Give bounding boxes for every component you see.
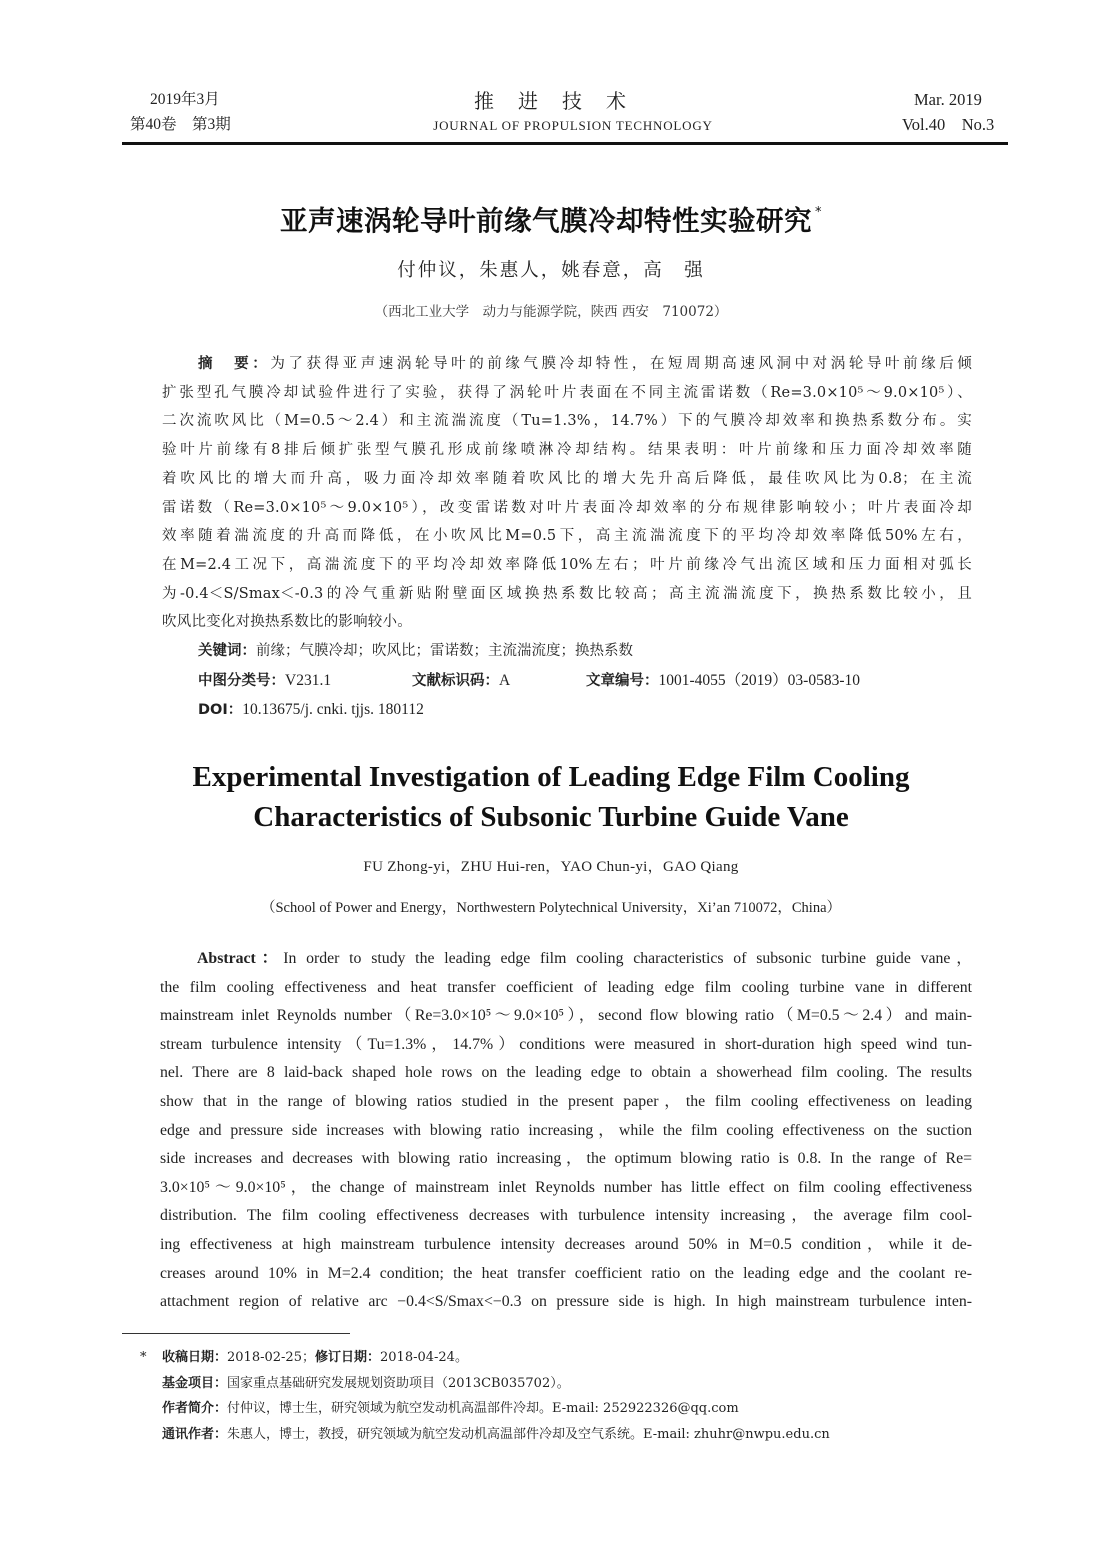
revised-label: 修订日期：	[314, 1350, 380, 1365]
cn-title: 亚声速涡轮导叶前缘气膜冷却特性实验研究 *	[280, 205, 822, 237]
articleno-value: 1001-4055（2019）03-0583-10	[658, 672, 860, 689]
doi-value: 10.13675/j. cnki. tjjs. 180112	[242, 701, 424, 718]
en-abstract-line: stream turbulence intensity（Tu=1.3%，14.7%）conditions were measured in short-duration high speed wind tun-	[160, 1035, 972, 1053]
cn-abstract-label: 摘 要：	[198, 356, 271, 372]
en-abstract-line: creases around 10% in M=2.4 condition; the heat transfer coefficient ratio on the leading edge and the coolant re-	[160, 1264, 972, 1282]
footnote-rule	[122, 1333, 350, 1334]
en-title-line: Characteristics of Subsonic Turbine Guide Vane	[253, 801, 849, 833]
en-abstract-line: distribution. The film cooling effectiveness decreases with turbulence intensity increasing，the average film cool-	[160, 1207, 972, 1225]
en-abstract-line: Abstract：In order to study the leading edge film cooling characteristics of subsonic turbine guide vane，	[197, 950, 972, 967]
cn-doi	[198, 695, 424, 725]
doi-label: DOI：	[198, 702, 243, 718]
clc-label: 中图分类号：	[198, 673, 285, 689]
cn-abstract-line: 雷诺数（Re=3.0×10⁵～9.0×10⁵），改变雷诺数对叶片表面冷却效率的分布规律影响较小；叶片表面冷却	[162, 499, 972, 516]
cn-affiliation: （西北工业大学 动力与能源学院，陕西 西安 710072）	[374, 304, 728, 320]
cn-abstract-line: 摘 要：为了获得亚声速涡轮导叶的前缘气膜冷却特性，在短周期高速风洞中对涡轮导叶前缘后倾	[198, 356, 973, 372]
footnote-fund	[140, 1371, 830, 1397]
corr-text: 朱惠人，博士，教授，研究领域为航空发动机高温部件冷却及空气系统。E-mail: zhuhr@nwpu.edu.cn	[227, 1426, 830, 1442]
cn-doc-code	[412, 666, 510, 696]
clc-value: V231.1	[285, 672, 332, 689]
doccode-label: 文献标识码：	[412, 673, 499, 689]
en-title-line: Experimental Investigation of Leading Edge Film Cooling	[192, 761, 910, 793]
header-volume-en: Vol.40 No.3	[902, 115, 995, 134]
revised-date: 2018-04-24。	[380, 1350, 468, 1365]
fund-text: 国家重点基础研究发展规划资助项目（2013CB035702）。	[227, 1375, 570, 1391]
en-abstract-line: ing effectiveness at high mainstream turbulence intensity decreases around 50% in M=0.5 condition，while it de-	[160, 1235, 972, 1253]
en-abstract	[160, 945, 972, 1317]
fund-label: 基金项目：	[162, 1375, 228, 1391]
header-volume-cn: 第40卷 第3期	[130, 116, 231, 133]
footnote-dates	[140, 1345, 830, 1371]
en-affiliation: （School of Power and Energy，Northwestern Polytechnical University，Xi’an 710072，China）	[260, 900, 842, 916]
footnote-author	[140, 1396, 830, 1422]
author-text: 付仲议，博士生，研究领域为航空发动机高温部件冷却。E-mail: 252922326@qq.com	[227, 1401, 739, 1416]
en-abstract-line: the film cooling effectiveness and heat transfer coefficient of leading edge film cooling turbine vane in different	[160, 978, 972, 996]
en-abstract-line: 3.0×10⁵～9.0×10⁵，the change of mainstream inlet Reynolds number has little effect on film cooling effectiveness	[160, 1178, 972, 1196]
cn-classification	[198, 666, 331, 696]
cn-authors: 付仲议，朱惠人，姚春意，高 强	[397, 260, 705, 281]
title-footnote-mark: *	[815, 205, 822, 220]
journal-name-cn: 推 进 技 术	[474, 89, 628, 113]
footnote-star: *	[140, 1350, 147, 1365]
header-date-en: Mar. 2019	[914, 90, 982, 109]
cn-abstract-line: 吹风比变化对换热系数比的影响较小。	[162, 614, 412, 631]
author-label: 作者简介：	[162, 1401, 228, 1416]
cn-abstract-line: 验叶片前缘有8排后倾扩张型气膜孔形成前缘喷淋冷却结构。结果表明：叶片前缘和压力面冷却效率随	[162, 442, 972, 459]
received-date: 2018-02-25；	[227, 1350, 315, 1365]
footnotes	[140, 1345, 830, 1447]
corr-label: 通讯作者：	[162, 1426, 228, 1442]
received-label: 收稿日期：	[162, 1350, 228, 1365]
en-abstract-line: side increases and decreases with blowing ratio increasing，the optimum blowing ratio is 0.8. In the range of Re=	[160, 1150, 972, 1168]
header-rule	[122, 142, 1008, 145]
cn-article-no	[586, 666, 860, 696]
en-abstract-line: nel. There are 8 laid-back shaped hole rows on the leading edge to obtain a showerhead film cooling. The results	[160, 1064, 972, 1082]
en-abstract-line: mainstream inlet Reynolds number（Re=3.0×10⁵～9.0×10⁵），second flow blowing ratio（M=0.5～2.4）and main-	[160, 1007, 972, 1025]
cn-abstract-line: 二次流吹风比（M=0.5～2.4）和主流湍流度（Tu=1.3%，14.7%）下的气膜冷却效率和换热系数分布。实	[162, 413, 972, 430]
cn-abstract-line: 在M=2.4工况下，高湍流度下的平均冷却效率降低10%左右；叶片前缘冷气出流区域和压力面相对弧长	[162, 556, 972, 573]
cn-abstract-line: 扩张型孔气膜冷却试验件进行了实验，获得了涡轮叶片表面在不同主流雷诺数（Re=3.0×10⁵～9.0×10⁵）、	[162, 384, 972, 401]
cn-abstract-line: 着吹风比的增大而升高，吸力面冷却效率随着吹风比的增大先升高后降低，最佳吹风比为0.8；在主流	[162, 470, 972, 487]
keywords-text: 前缘；气膜冷却；吹风比；雷诺数；主流湍流度；换热系数	[256, 643, 633, 659]
cn-abstract-line: 为-0.4＜S/Smax＜-0.3的冷气重新贴附壁面区域换热系数比较高；高主流湍流度下，换热系数比较小，且	[162, 585, 972, 602]
en-authors: FU Zhong-yi，ZHU Hui-ren，YAO Chun-yi，GAO Qiang	[363, 859, 739, 875]
header-date-cn: 2019年3月	[150, 91, 220, 108]
cn-abstract-line: 效率随着湍流度的升高而降低，在小吹风比M=0.5下，高主流湍流度下的平均冷却效率降低50%左右，	[162, 528, 972, 545]
cn-keywords	[198, 637, 633, 666]
en-abstract-line: edge and pressure side increases with blowing ratio increasing，while the film cooling effectiveness on the suction	[160, 1121, 972, 1139]
cn-abstract	[162, 350, 972, 637]
en-abstract-line: show that in the range of blowing ratios studied in the present paper，the film cooling effectiveness on leading	[160, 1092, 972, 1110]
articleno-label: 文章编号：	[586, 673, 659, 689]
en-abstract-line: attachment region of relative arc −0.4<S/Smax<−0.3 on pressure side is high. In high mainstream turbulence inten-	[160, 1293, 972, 1311]
journal-name-en: JOURNAL OF PROPULSION TECHNOLOGY	[433, 118, 713, 133]
en-abstract-label: Abstract：	[197, 950, 284, 967]
doccode-value: A	[499, 672, 511, 689]
footnote-corresponding	[140, 1422, 830, 1448]
keywords-label: 关键词：	[198, 643, 256, 659]
en-title	[0, 757, 1102, 837]
